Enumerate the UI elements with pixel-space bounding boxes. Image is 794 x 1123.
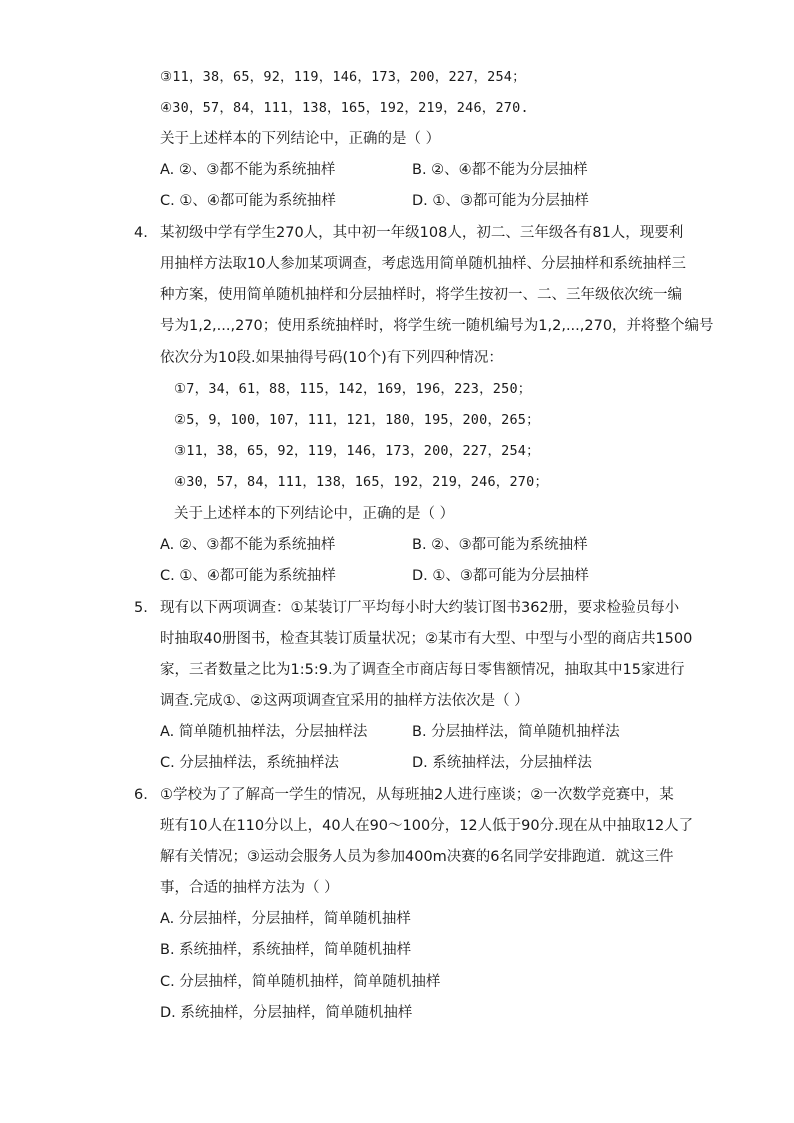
q4-sample-1: ①7，34，61，88，115，142，169，196，223，250； <box>174 381 532 397</box>
q4-sample-3: ③11，38，65，92，119，146，173，200，227，254； <box>174 443 540 459</box>
q5-option-c: C. 分层抽样法，系统抽样法 <box>160 755 339 771</box>
q5-text-line-3: 家，三者数量之比为1:5:9.为了调查全市商店每日零售额情况，抽取其中15家进行 <box>160 662 685 678</box>
q3-sample-3: ③11，38，65，92，119，146，173，200，227，254； <box>160 69 526 85</box>
q3-option-a: A. ②、③都不能为系统抽样 <box>160 162 336 178</box>
q6-text-line-2: 班有10人在110分以上，40人在90～100分，12人低于90分.现在从中抽取12人了 <box>160 818 694 834</box>
q4-option-d: D. ①、③都可能为分层抽样 <box>412 568 589 584</box>
q5-option-a: A. 简单随机抽样法，分层抽样法 <box>160 724 368 740</box>
q5-text-line-2: 时抽取40册图书，检查其装订质量状况；②某市有大型、中型与小型的商店共1500 <box>160 631 693 647</box>
q5-number: 5. <box>134 600 148 616</box>
q3-option-d: D. ①、③都可能为分层抽样 <box>412 193 589 209</box>
q4-sample-4: ④30，57，84，111，138，165，192，219，246，270； <box>174 474 549 490</box>
q4-sample-2: ②5，9，100，107，111，121，180，195，200，265； <box>174 412 540 428</box>
q4-stem: 关于上述样本的下列结论中，正确的是（ ） <box>174 506 455 522</box>
q4-text-line-4: 号为1,2,...,270；使用系统抽样时，将学生统一随机编号为1,2,...,270，并将整个编号 <box>160 318 714 334</box>
q5-option-b: B. 分层抽样法，简单随机抽样法 <box>412 724 620 740</box>
q6-text-line-4: 事，合适的抽样方法为（ ） <box>160 880 339 896</box>
q4-option-b: B. ②、③都可能为系统抽样 <box>412 537 588 553</box>
q4-text-line-5: 依次分为10段.如果抽得号码(10个)有下列四种情况： <box>160 350 503 366</box>
q4-text-line-1: 某初级中学有学生270人，其中初一年级108人，初二、三年级各有81人，现要利 <box>160 225 684 241</box>
q6-text-line-3: 解有关情况；③运动会服务人员为参加400m决赛的6名同学安排跑道．就这三件 <box>160 849 674 865</box>
q6-number: 6. <box>134 787 148 803</box>
q4-text-line-3: 种方案，使用简单随机抽样和分层抽样时，将学生按初一、二、三年级依次统一编 <box>160 287 682 303</box>
q5-option-d: D. 系统抽样法，分层抽样法 <box>412 755 592 771</box>
q4-option-c: C. ①、④都可能为系统抽样 <box>160 568 336 584</box>
q3-sample-4: ④30，57，84，111，138，165，192，219，246，270. <box>160 100 529 116</box>
q6-option-c: C. 分层抽样，简单随机抽样，简单随机抽样 <box>160 974 441 990</box>
q5-text-line-1: 现有以下两项调查：①某装订厂平均每小时大约装订图书362册，要求检验员每小 <box>160 600 680 616</box>
q6-option-a: A. 分层抽样，分层抽样，简单随机抽样 <box>160 911 411 927</box>
q4-text-line-2: 用抽样方法取10人参加某项调查，考虑选用简单随机抽样、分层抽样和系统抽样三 <box>160 256 686 272</box>
q6-option-b: B. 系统抽样，系统抽样，简单随机抽样 <box>160 942 412 958</box>
q4-option-a: A. ②、③都不能为系统抽样 <box>160 537 336 553</box>
q4-number: 4. <box>134 225 148 241</box>
q3-option-b: B. ②、④都不能为分层抽样 <box>412 162 588 178</box>
q5-text-line-4: 调查.完成①、②这两项调查宜采用的抽样方法依次是（ ） <box>160 693 529 709</box>
q6-text-line-1: ①学校为了了解高一学生的情况，从每班抽2人进行座谈；②一次数学竞赛中，某 <box>160 787 674 803</box>
q3-option-c: C. ①、④都可能为系统抽样 <box>160 193 336 209</box>
q3-stem: 关于上述样本的下列结论中，正确的是（ ） <box>160 131 441 147</box>
q6-option-d: D. 系统抽样，分层抽样，简单随机抽样 <box>160 1005 413 1021</box>
